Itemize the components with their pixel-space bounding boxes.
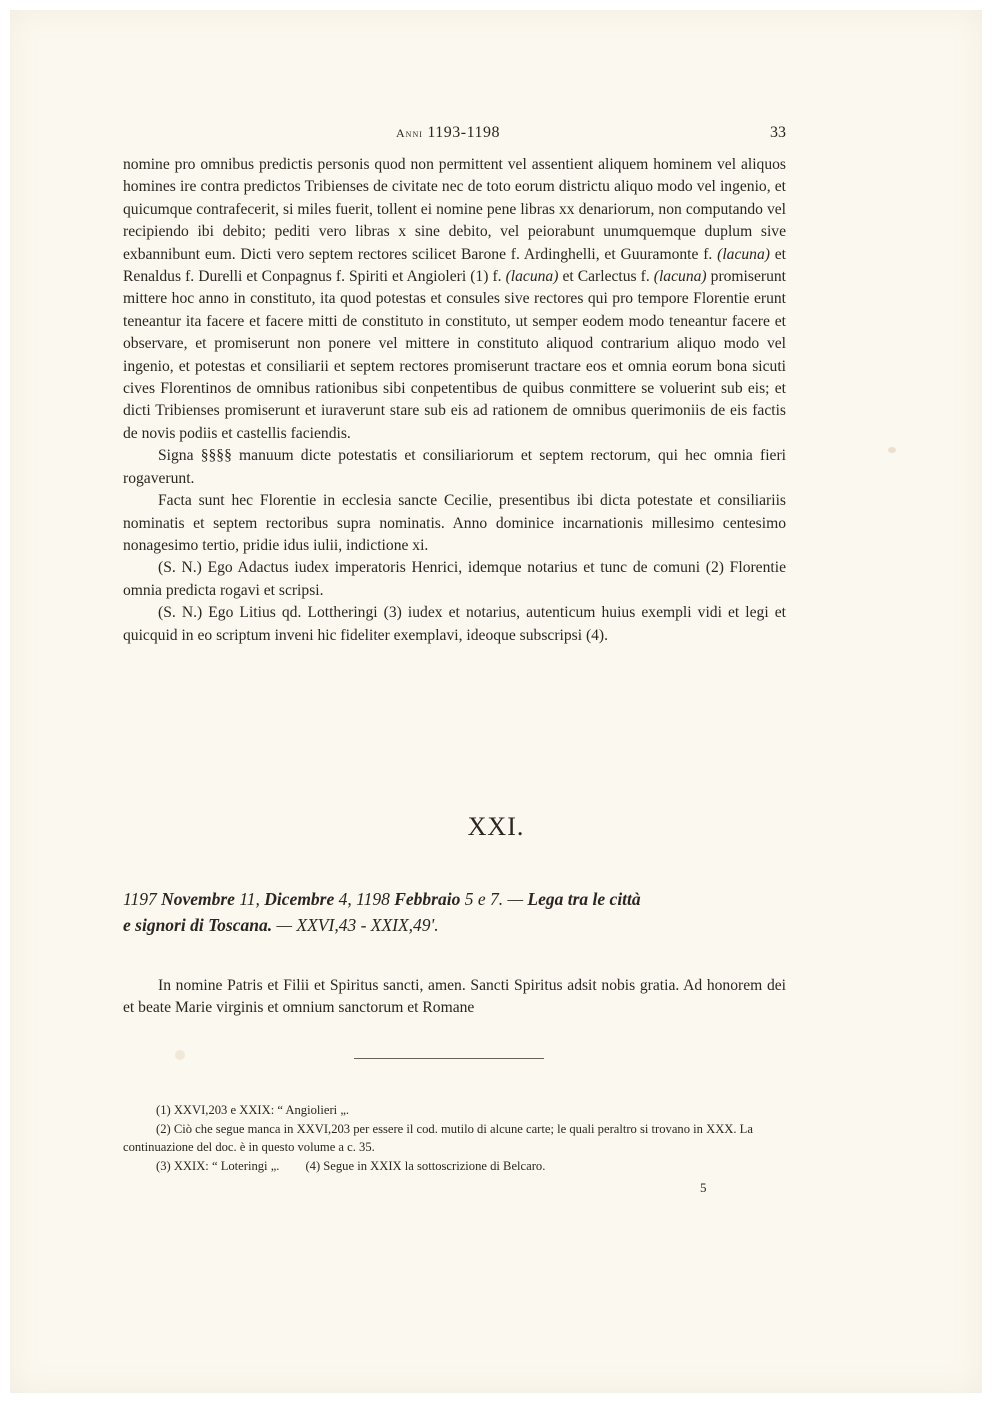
footnote-4: (4) Segue in XXIX la sottoscrizione di Belcaro. bbox=[305, 1158, 546, 1173]
footnote-2: (2) Ciò che segue manca in XXVI,203 per essere il cod. mutilo di alcune carte; le quali peraltro si trovano in XXX. La continuazione del doc. è in questo volume a c. 35. bbox=[123, 1121, 753, 1154]
regest-title: e signori di Toscana. bbox=[123, 915, 273, 935]
header-years bbox=[396, 124, 500, 142]
header-years-range: 1193-1198 bbox=[427, 124, 501, 141]
body-text: et Renaldus f. Durelli et Conpagnus f. Spiriti et Angioleri (1) f. bbox=[123, 245, 787, 286]
lacuna-mark: (lacuna) bbox=[653, 268, 707, 286]
regest-date: 11, bbox=[234, 889, 265, 909]
body-paragraph-4: (S. N.) Ego Adactus iudex imperatoris Henrici, idemque notarius et tunc de comuni (2) Florentie omnia predicta rogavi et scripsi. bbox=[123, 559, 786, 599]
signature-mark: 5 bbox=[700, 1180, 707, 1195]
footnotes bbox=[123, 1101, 783, 1175]
document-opening bbox=[123, 975, 786, 1020]
body-paragraph-5: (S. N.) Ego Litius qd. Lottheringi (3) iudex et notarius, autenticum huius exempli vidi et legi et quicquid in eo scriptum inveni hic fideliter exemplavi, ideoque subscripsi (4). bbox=[123, 604, 786, 644]
page-number: 33 bbox=[770, 124, 786, 141]
body-paragraph-3: Facta sunt hec Florentie in ecclesia sancte Cecilie, presentibus ibi dicta potestate et consiliariis nominatis et septem rectoribus supra nominatis. Anno dominice incarnationis millesimo centesimo nonagesimo tertio, pridie idus iulii, indictione xi. bbox=[123, 492, 786, 554]
regest-month: Febbraio bbox=[394, 889, 461, 909]
regest-date: 4, 1198 bbox=[334, 889, 395, 909]
lacuna-mark: (lacuna) bbox=[505, 268, 559, 286]
regest-references: — XXVI,43 - XXIX,49'. bbox=[272, 915, 439, 935]
regest-title: Lega tra le città bbox=[527, 889, 641, 909]
paper-stain bbox=[888, 447, 896, 453]
regest-date: 1197 bbox=[123, 889, 162, 909]
header-anni-label: Anni bbox=[396, 126, 423, 140]
body-paragraph-1 bbox=[123, 154, 786, 445]
body-text: et Carlectus f. bbox=[558, 268, 654, 286]
opening-paragraph: In nomine Patris et Filii et Spiritus sancti, amen. Sancti Spiritus adsit nobis gratia. Ad honorem dei et beate Marie virginis et omnium sanctorum et Romane bbox=[123, 977, 786, 1017]
regest-heading bbox=[123, 886, 786, 938]
regest-month: Dicembre bbox=[264, 889, 335, 909]
regest-line-1 bbox=[123, 886, 786, 912]
body-text: nomine pro omnibus predictis personis quod non permittent vel assentient aliquem hominem vel aliquos homines ire contra predictos Tribienses de civitate nec de toto eorum districtu aliquo modo vel ingenio, et quicumque contrafecerit, si miles fuerit, tollent ei nomine pene libras xx denariorum, non computando vel recipiendo ibi debito; pediti vero libras x sine debito, vel peiorabunt unumquemque duplum sive exbannibunt eum. Dicti vero septem rectores scilicet Barone f. Ardinghelli, et Guuramonte f. bbox=[123, 156, 786, 263]
body-paragraph-2: Signa §§§§ manuum dicte potestatis et consiliariorum et septem rectorum, qui hec omnia fieri rogaverunt. bbox=[123, 447, 786, 487]
regest-month: Novembre bbox=[161, 889, 235, 909]
regest-date: 5 e 7. — bbox=[460, 889, 528, 909]
document-number-heading: XXI. bbox=[467, 812, 525, 841]
paper-stain bbox=[175, 1050, 185, 1060]
lacuna-mark: (lacuna) bbox=[717, 245, 770, 263]
running-header bbox=[0, 124, 992, 148]
regest-line-2 bbox=[123, 912, 786, 938]
footnote-3: (3) XXIX: “ Loteringi „. bbox=[156, 1158, 280, 1173]
footnote-separator bbox=[354, 1058, 544, 1059]
document-body bbox=[123, 154, 786, 647]
body-text: promiserunt mittere hoc anno in constituto, ita quod potestas et consules sive rectores qui pro tempore Florentie erunt teneantur ita facere et facere mitti de constituto in constituto, ut semper eodem modo teneantur facere et observare, et promiserunt non ponere vel mittere in constituto aliquod contrarium aliquo modo vel ingenio, et potestas et consiliarii et septem rectores promiserunt tractare eos et omnia eorum bona sicuti cives Florentinos de omnibus rationibus sibi conpetentibus de quibus conmittere se voluerint sub eis; et dicti Tribienses promiserunt et iuraverunt stare sub eis ad rationem de omnibus querimoniis de eis factis de novis podiis et castellis faciendis. bbox=[123, 268, 786, 442]
footnote-row bbox=[123, 1157, 783, 1176]
footnote-1: (1) XXVI,203 e XXIX: “ Angiolieri „. bbox=[156, 1103, 350, 1117]
